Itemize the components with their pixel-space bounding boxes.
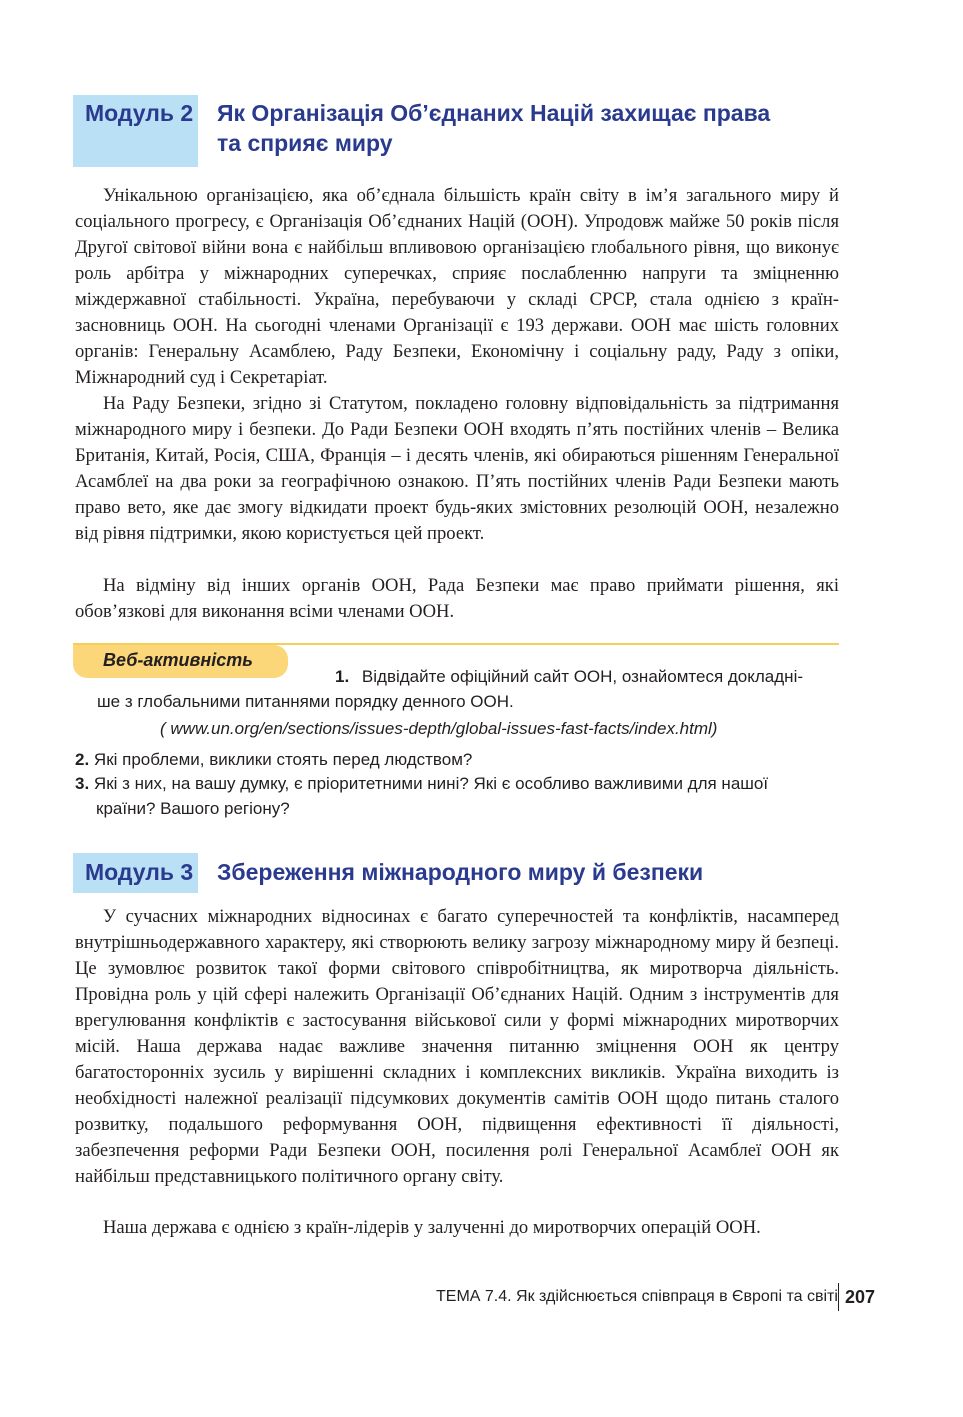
- item-3-line-1: Які з них, на вашу думку, є пріоритетними нині? Які є особливо важливими для нашої: [93, 774, 769, 793]
- footer-divider: [838, 1283, 839, 1311]
- paragraph-un-intro: Унікальною організацією, яка об’єднала більшість країн світу в ім’я загального миру й соціального прогресу, є Організація Об’єднаних Націй (ООН). Упродовж майже 50 років після Другої світової війни вона є найбільш впливовою організацією глобального рівня, що виконує роль арбітра у міжнародних суперечках, сприяє послабленню напруги та зміцненню міждержавної стабільності. Україна, перебуваючи у складі СРСР, стала однією з країн-засновниць ООН. На сьогодні членами Організації є 193 держави. ООН має шість головних органів: Генеральну Асамблею, Раду Безпеки, Економічну і соціальну раду, Раду з опіки, Міжнародний суд і Секретаріат.: [75, 185, 839, 388]
- module-2-badge: Модуль 2: [73, 95, 198, 167]
- web-activity-item-1: [97, 665, 842, 715]
- web-activity-label: Веб-активність: [73, 645, 288, 678]
- running-title: ТЕМА 7.4. Як здійснюється співпраця в Європі та світі: [436, 1288, 838, 1305]
- web-activity-item-3: [75, 771, 845, 821]
- item-1-number: 1.: [335, 667, 350, 686]
- web-activity-item-2: [75, 748, 472, 772]
- paragraph-ukraine-leader: Наша держава є однією з країн-лідерів у залученні до миротворчих операцій ООН.: [103, 1217, 761, 1238]
- item-3-line-2: країни? Вашого регіону?: [96, 799, 290, 818]
- item-2-text: Які проблеми, виклики стоять перед людством?: [93, 750, 473, 769]
- item-2-number: 2.: [75, 750, 90, 769]
- module-2-title-line-2: та сприяє миру: [217, 130, 393, 156]
- module-3-title: Збереження міжнародного миру й безпеки: [217, 859, 704, 885]
- paragraph-peacekeeping: У сучасних міжнародних відносинах є багато суперечностей та конфліктів, насамперед внутрішньодержавного характеру, які створюють велику загрозу міжнародному миру й безпеці. Це зумовлює розвиток такої форми світового співробітництва, як миротворча діяльність. Провідна роль у цій сфері належить Організації Об’єднаних Націй. Одним з інструментів для врегулювання конфліктів є застосування військової сили у формі міжнародних миротворчих місій. Наша держава надає важливе значення питанню зміцнення ООН як центру багатосторонніх зусиль у вирішенні складних і комплексних викликів. Україна виходить із необхідності належної реалізації підсумкових документів самітів ООН щодо питань сталого розвитку, подальшого реформування ООН, підвищення ефективності її діяльності, забезпечення реформи Ради Безпеки ООН, посилення ролі Генеральної Асамблеї ООН як найбільш представницького політичного органу світу.: [75, 906, 839, 1187]
- module-3-badge: Модуль 3: [73, 853, 198, 893]
- module-2-title: [217, 98, 817, 158]
- item-1-line-2: ше з глобальними питаннями порядку денного ООН.: [97, 692, 514, 711]
- paragraph-council-decisions: На відміну від інших органів ООН, Рада Безпеки має право приймати рішення, які обов’язкові для виконання всіми членами ООН.: [75, 575, 839, 622]
- page-number: 207: [845, 1287, 876, 1307]
- item-1-line-1: Відвідайте офіційний сайт ООН, ознайомтеся докладні-: [361, 667, 804, 686]
- item-3-number: 3.: [75, 774, 90, 793]
- module-2-title-line-1: Як Організація Об’єднаних Націй захищає права: [217, 100, 771, 126]
- paragraph-security-council: На Раду Безпеки, згідно зі Статутом, покладено головну відповідальність за підтримання міжнародного миру і безпеки. До Ради Безпеки ООН входять п’ять постійних членів – Велика Британія, Китай, Росія, США, Франція – і десять членів, які обираються рішенням Генеральної Асамблеї на два роки за географічною ознакою. П’ять постійних членів Ради Безпеки мають право вето, яке дає змогу відкидати проект будь-яких змістовних резолюцій ООН, незалежно від рівня підтримки, якою користується цей проект.: [75, 393, 839, 544]
- un-url-link[interactable]: ( www.un.org/en/sections/issues-depth/global-issues-fast-facts/index.html): [160, 719, 718, 738]
